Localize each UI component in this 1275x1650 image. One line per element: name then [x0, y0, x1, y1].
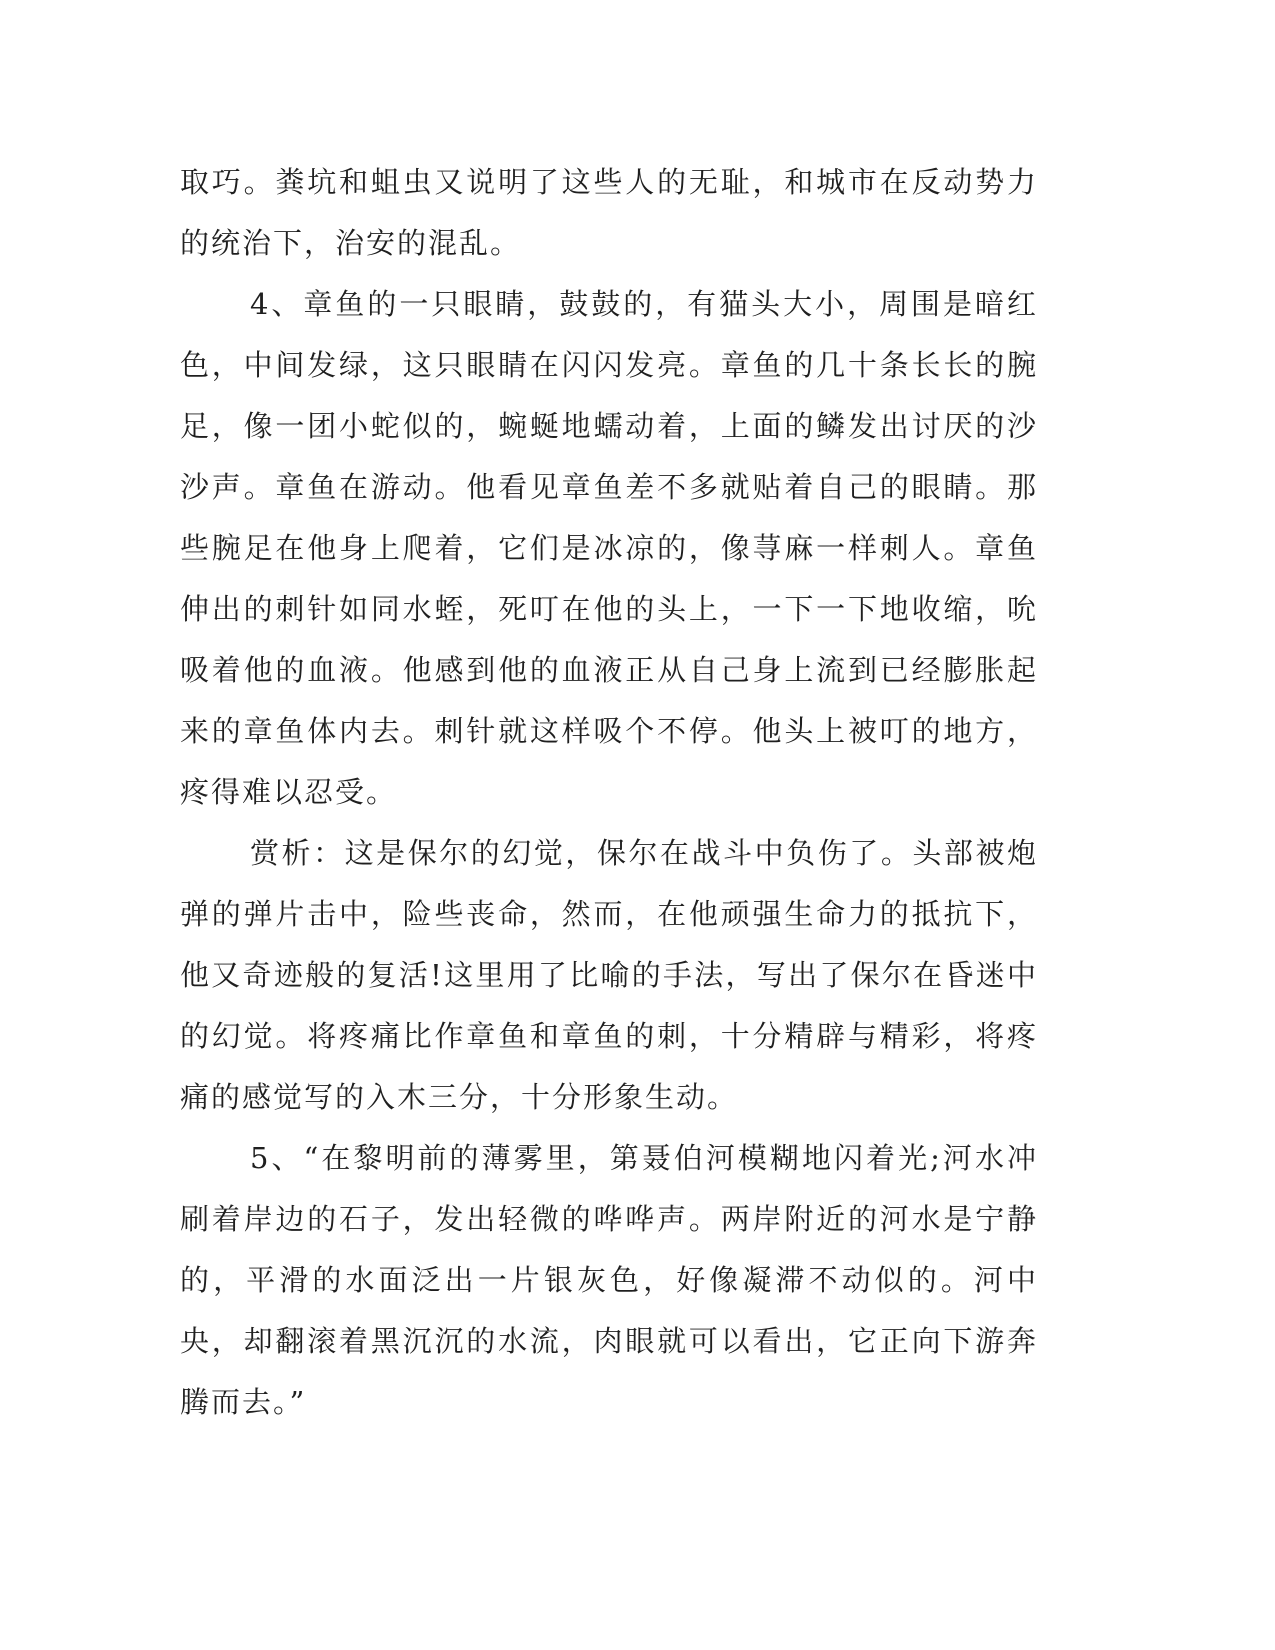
- paragraph-analysis: 赏析：这是保尔的幻觉，保尔在战斗中负伤了。头部被炮弹的弹片击中，险些丧命，然而，在他顽强生命力的抵抗下，他又奇迹般的复活!这里用了比喻的手法，写出了保尔在昏迷中的幻觉。将疼痛比作章鱼和章鱼的刺，十分精辟与精彩，将疼痛的感觉写的入木三分，十分形象生动。: [180, 836, 1038, 1114]
- paragraph-continuation: 取巧。粪坑和蛆虫又说明了这些人的无耻，和城市在反动势力的统治下，治安的混乱。: [180, 165, 1038, 260]
- paragraph-item-4-octopus: 4、章鱼的一只眼睛，鼓鼓的，有猫头大小，周围是暗红色，中间发绿，这只眼睛在闪闪发亮。章鱼的几十条长长的腕足，像一团小蛇似的，蜿蜒地蠕动着，上面的鳞发出讨厌的沙沙声。章鱼在游动。他看见章鱼差不多就贴着自己的眼睛。那些腕足在他身上爬着，它们是冰凉的，像荨麻一样刺人。章鱼伸出的刺针如同水蛭，死叮在他的头上，一下一下地收缩，吮吸着他的血液。他感到他的血液正从自己身上流到已经膨胀起来的章鱼体内去。刺针就这样吸个不停。他头上被叮的地方，疼得难以忍受。: [180, 287, 1038, 809]
- paragraph-item-5-dnieper: 5、“在黎明前的薄雾里，第聂伯河模糊地闪着光;河水冲刷着岸边的石子，发出轻微的哗哗声。两岸附近的河水是宁静的，平滑的水面泛出一片银灰色，好像凝滞不动似的。河中央，却翻滚着黑沉沉的水流，肉眼就可以看出，它正向下游奔腾而去。”: [180, 1141, 1038, 1419]
- document-body: [180, 152, 1038, 1433]
